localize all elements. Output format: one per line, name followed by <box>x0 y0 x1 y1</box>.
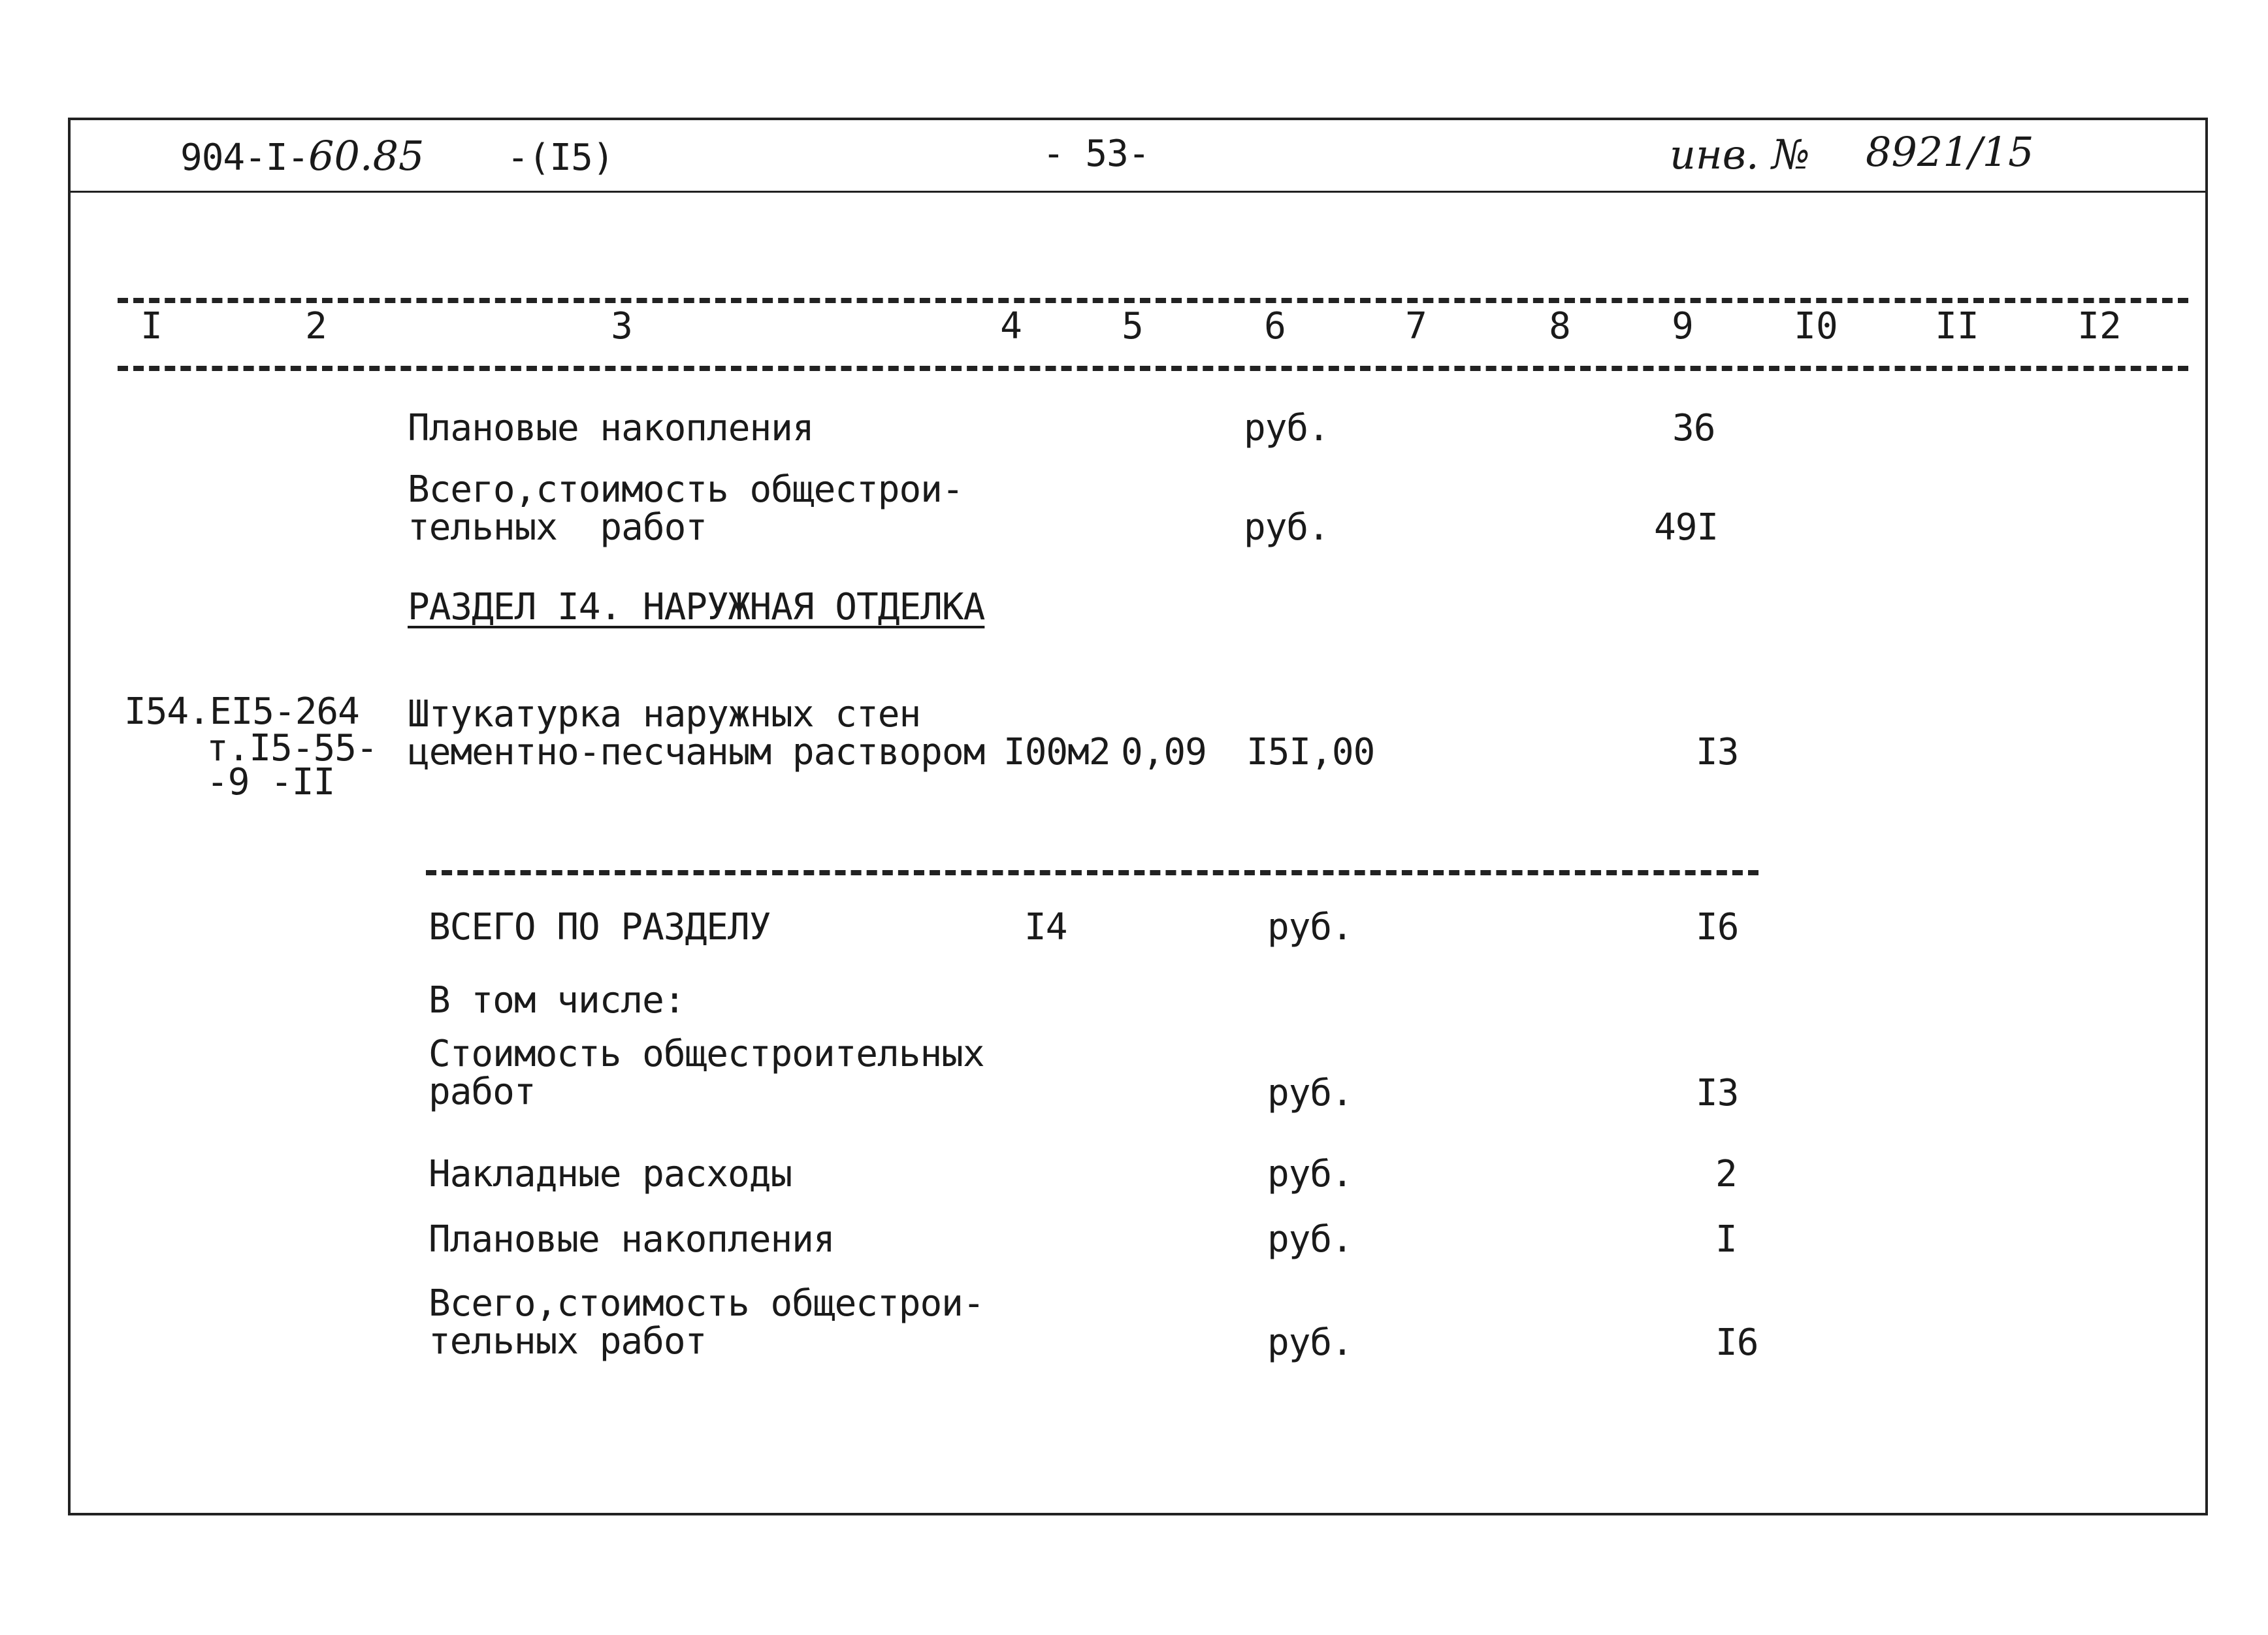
general-cost-label-line2: работ <box>429 1071 536 1113</box>
col-4: 4 <box>1000 305 1022 348</box>
col-12: I2 <box>2077 305 2122 348</box>
col-9: 9 <box>1672 305 1694 348</box>
doc-code-handwritten: 60.85 <box>308 132 425 180</box>
total-general-1-unit: руб. <box>1244 506 1329 549</box>
total-general-1-value: 49I <box>1654 506 1719 549</box>
overhead-value: 2 <box>1715 1153 1737 1195</box>
section-subtotal-rule <box>426 870 1758 875</box>
total-general-2-label-line2: тельных работ <box>429 1320 707 1363</box>
doc-code-printed: 904-I- <box>180 137 309 179</box>
item-code-line1: I54.EI5-264 <box>124 690 359 733</box>
total-general-2-value: I6 <box>1715 1321 1758 1364</box>
header-divider <box>71 191 2205 193</box>
total-general-1-label-line2: тельных работ <box>408 506 707 549</box>
section-total-label: ВСЕГО ПО РАЗДЕЛУ <box>429 906 771 948</box>
item-price: I5I,00 <box>1246 731 1375 773</box>
col-8: 8 <box>1549 305 1571 348</box>
item-total: I3 <box>1696 731 1739 773</box>
doc-suffix: -(I5) <box>507 137 614 179</box>
item-desc-line1: Штукатурка наружных стен <box>408 693 921 736</box>
section-total-number: I4 <box>1024 906 1067 948</box>
planned-savings-1-label: Плановые накопления <box>408 407 814 449</box>
inventory-number: 8921/15 <box>1866 128 2034 176</box>
overhead-unit: руб. <box>1267 1153 1353 1195</box>
column-header-bottom-rule <box>118 366 2188 371</box>
general-cost-value: I3 <box>1696 1072 1739 1114</box>
total-general-2-label-line1: Всего,стоимость общестрои- <box>429 1282 984 1325</box>
col-6: 6 <box>1264 305 1286 348</box>
general-cost-unit: руб. <box>1267 1072 1353 1114</box>
item-unit: I00м2 <box>1003 731 1110 773</box>
col-10: I0 <box>1794 305 1838 348</box>
item-quantity: 0,09 <box>1121 731 1207 773</box>
item-desc-line2: цементно-песчаным раствором <box>408 731 985 773</box>
col-11: II <box>1935 305 1979 348</box>
col-5: 5 <box>1122 305 1144 348</box>
planned-savings-1-value: 36 <box>1672 407 1715 449</box>
col-7: 7 <box>1405 305 1427 348</box>
general-cost-label-line1: Стоимость общестроительных <box>429 1033 984 1075</box>
inventory-label: инв. № <box>1670 131 1810 178</box>
planned-savings-2-label: Плановые накопления <box>429 1218 835 1261</box>
col-3: 3 <box>611 305 633 348</box>
overhead-label: Накладные расходы <box>429 1153 792 1195</box>
total-general-1-label-line1: Всего,стоимость общестрои- <box>408 468 964 511</box>
item-code-line3: -9 -II <box>206 761 335 803</box>
including-label: В том числе: <box>429 979 685 1022</box>
total-general-2-unit: руб. <box>1267 1321 1353 1364</box>
column-header-top-rule <box>118 298 2188 303</box>
col-2: 2 <box>305 305 327 348</box>
item-code-line2: т.I5-55- <box>206 727 378 769</box>
planned-savings-1-unit: руб. <box>1244 407 1329 449</box>
col-1: I <box>140 305 163 348</box>
planned-savings-2-unit: руб. <box>1267 1218 1353 1261</box>
section-title: РАЗДЕЛ I4. НАРУЖНАЯ ОТДЕЛКА <box>408 586 985 628</box>
section-total-value: I6 <box>1696 906 1739 948</box>
planned-savings-2-value: I <box>1715 1218 1737 1261</box>
section-total-unit: руб. <box>1267 906 1353 948</box>
page-number: - 53- <box>1043 133 1150 175</box>
